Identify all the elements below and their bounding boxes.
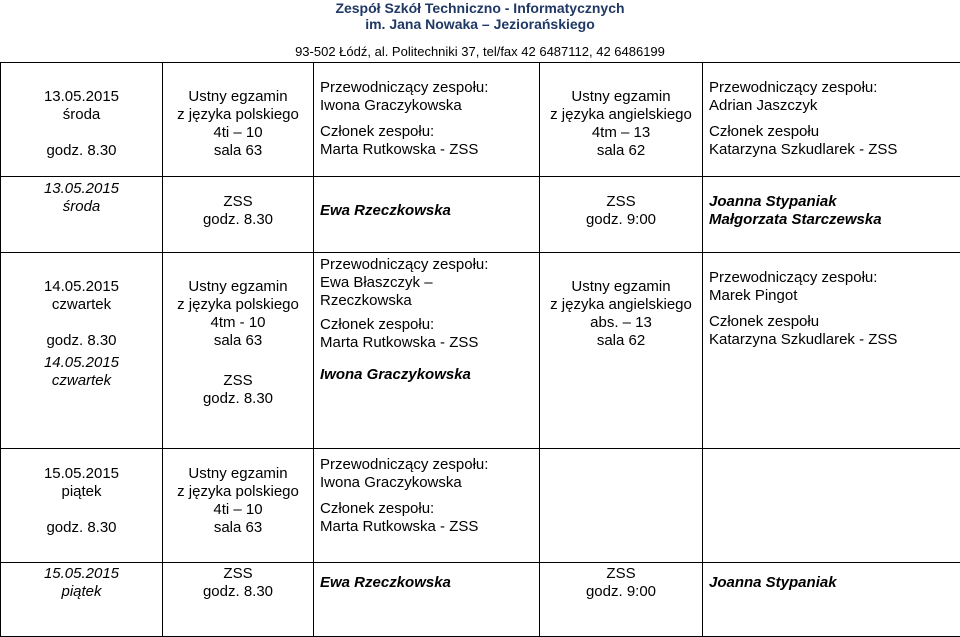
- teacher-name: Joanna Stypaniak: [709, 193, 956, 211]
- date-cell: [1, 63, 163, 177]
- exam-cell: [163, 253, 314, 449]
- member-name: Katarzyna Szkudlarek - ZSS: [709, 141, 956, 159]
- exam-type: Ustny egzamin: [167, 278, 309, 296]
- exam-cell: [540, 563, 703, 637]
- teacher-name: Ewa Rzeczkowska: [320, 202, 535, 220]
- exam-room: sala 63: [167, 142, 309, 160]
- chair-name: Marek Pingot: [709, 287, 956, 305]
- exam-subject: z języka angielskiego: [544, 106, 698, 124]
- exam-time: godz. 9:00: [544, 583, 698, 601]
- spacer: [5, 124, 158, 142]
- exam-school: ZSS: [544, 193, 698, 211]
- committee-cell: [314, 177, 540, 253]
- exam-class: abs. – 13: [544, 314, 698, 332]
- exam-time: godz. 8.30: [167, 211, 309, 229]
- member-label: Członek zespołu:: [320, 316, 535, 334]
- exam-cell: [163, 449, 314, 563]
- committee-cell: [703, 563, 960, 637]
- spacer: [709, 115, 956, 123]
- chair-name: Iwona Graczykowska: [320, 97, 535, 115]
- spacer: [167, 350, 309, 372]
- chair-name: Rzeczkowska: [320, 292, 535, 310]
- table-row: [1, 63, 960, 177]
- time-text: godz. 8.30: [5, 519, 158, 537]
- member-name: Marta Rutkowska - ZSS: [320, 141, 535, 159]
- member-label: Członek zespołu:: [320, 500, 535, 518]
- school-address: 93-502 Łódź, al. Politechniki 37, tel/fax 42 6487112, 42 6486199: [0, 44, 960, 60]
- chair-label: Przewodniczący zespołu:: [320, 79, 535, 97]
- time-text: godz. 8.30: [5, 142, 158, 160]
- exam-schedule-table: [0, 62, 960, 637]
- committee-cell: [703, 253, 960, 449]
- exam-cell: [540, 63, 703, 177]
- table-row: [1, 449, 960, 563]
- exam-subject: z języka polskiego: [167, 483, 309, 501]
- table-row: [1, 563, 960, 637]
- exam-school: ZSS: [544, 565, 698, 583]
- committee-cell: [703, 177, 960, 253]
- exam-room: sala 63: [167, 332, 309, 350]
- school-name: Zespół Szkół Techniczno - Informatycznych: [0, 0, 960, 16]
- chair-name: Adrian Jaszczyk: [709, 97, 956, 115]
- committee-cell: [703, 449, 960, 563]
- exam-class: 4ti – 10: [167, 501, 309, 519]
- exam-class: 4ti – 10: [167, 124, 309, 142]
- teacher-name: Joanna Stypaniak: [709, 574, 956, 592]
- date-text: 13.05.2015: [5, 180, 158, 198]
- committee-cell: [314, 63, 540, 177]
- committee-cell: [314, 253, 540, 449]
- exam-cell: [163, 63, 314, 177]
- exam-class: 4tm - 10: [167, 314, 309, 332]
- day-text: piątek: [5, 483, 158, 501]
- exam-type: Ustny egzamin: [544, 88, 698, 106]
- time-text: godz. 8.30: [5, 332, 158, 350]
- chair-label: Przewodniczący zespołu:: [709, 79, 956, 97]
- day-text: piątek: [5, 583, 158, 601]
- date-cell: [1, 449, 163, 563]
- committee-cell: [314, 449, 540, 563]
- day-text: czwartek: [5, 296, 158, 314]
- exam-cell: [540, 177, 703, 253]
- day-text: środa: [5, 106, 158, 124]
- exam-room: sala 63: [167, 519, 309, 537]
- exam-school: ZSS: [167, 372, 309, 390]
- spacer: [5, 501, 158, 519]
- chair-label: Przewodniczący zespołu:: [320, 256, 535, 274]
- teacher-name: Ewa Rzeczkowska: [320, 574, 535, 592]
- member-name: Marta Rutkowska - ZSS: [320, 518, 535, 536]
- exam-cell: [540, 449, 703, 563]
- table-row: [1, 253, 960, 449]
- exam-type: Ustny egzamin: [167, 465, 309, 483]
- member-label: Członek zespołu:: [320, 123, 535, 141]
- date-text: 15.05.2015: [5, 565, 158, 583]
- member-label: Członek zespołu: [709, 313, 956, 331]
- teacher-name: Iwona Graczykowska: [320, 366, 535, 384]
- chair-name: Iwona Graczykowska: [320, 474, 535, 492]
- exam-type: Ustny egzamin: [167, 88, 309, 106]
- exam-cell: [163, 563, 314, 637]
- date-cell: [1, 177, 163, 253]
- spacer: [320, 352, 535, 366]
- exam-subject: z języka polskiego: [167, 296, 309, 314]
- table-row: [1, 177, 960, 253]
- exam-room: sala 62: [544, 142, 698, 160]
- exam-cell: [163, 177, 314, 253]
- date-text: 15.05.2015: [5, 465, 158, 483]
- spacer: [709, 305, 956, 313]
- chair-label: Przewodniczący zespołu:: [709, 269, 956, 287]
- exam-type: Ustny egzamin: [544, 278, 698, 296]
- date-cell: [1, 563, 163, 637]
- exam-time: godz. 8.30: [167, 390, 309, 408]
- date-text: 14.05.2015: [5, 278, 158, 296]
- date-cell: [1, 253, 163, 449]
- member-label: Członek zespołu: [709, 123, 956, 141]
- spacer: [5, 314, 158, 332]
- exam-room: sala 62: [544, 332, 698, 350]
- exam-subject: z języka polskiego: [167, 106, 309, 124]
- exam-time: godz. 9:00: [544, 211, 698, 229]
- exam-subject: z języka angielskiego: [544, 296, 698, 314]
- exam-class: 4tm – 13: [544, 124, 698, 142]
- committee-cell: [703, 63, 960, 177]
- exam-school: ZSS: [167, 565, 309, 583]
- member-name: Katarzyna Szkudlarek - ZSS: [709, 331, 956, 349]
- committee-cell: [314, 563, 540, 637]
- exam-school: ZSS: [167, 193, 309, 211]
- exam-cell: [540, 253, 703, 449]
- exam-time: godz. 8.30: [167, 583, 309, 601]
- date-text: 14.05.2015: [5, 354, 158, 372]
- date-text: 13.05.2015: [5, 88, 158, 106]
- day-text: środa: [5, 198, 158, 216]
- spacer: [320, 492, 535, 500]
- chair-label: Przewodniczący zespołu:: [320, 456, 535, 474]
- member-name: Marta Rutkowska - ZSS: [320, 334, 535, 352]
- teacher-name: Małgorzata Starczewska: [709, 211, 956, 229]
- day-text: czwartek: [5, 372, 158, 390]
- spacer: [320, 115, 535, 123]
- chair-name: Ewa Błaszczyk –: [320, 274, 535, 292]
- school-patron: im. Jana Nowaka – Jeziorańskiego: [0, 16, 960, 32]
